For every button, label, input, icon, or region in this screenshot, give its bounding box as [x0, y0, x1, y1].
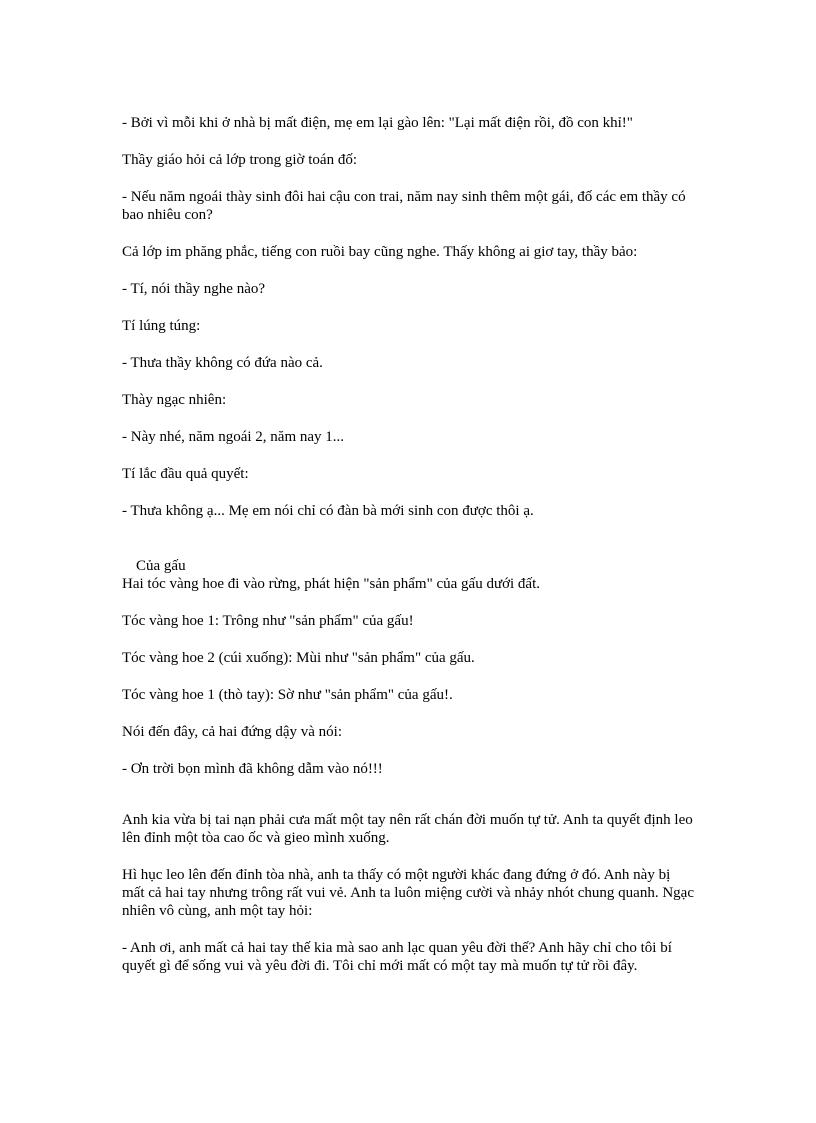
paragraph: Thầy giáo hỏi cả lớp trong giờ toán đố:	[122, 152, 357, 168]
document-body	[122, 114, 694, 994]
paragraph: - Thưa thầy không có đứa nào cả.	[122, 355, 323, 371]
paragraph: Nói đến đây, cả hai đứng dậy và nói:	[122, 724, 343, 740]
paragraph: Tí lắc đầu quả quyết:	[122, 466, 249, 482]
paragraph: Thày ngạc nhiên:	[122, 392, 227, 408]
paragraph: Tí lúng túng:	[122, 318, 201, 334]
section-spacer	[122, 797, 694, 811]
paragraph: Anh kia vừa bị tai nạn phải cưa mất một tay nên rất chán đời muốn tự tử. Anh ta quyết định leo lên đỉnh một tòa cao ốc và gieo mình xuống.	[122, 812, 693, 846]
paragraph: Tóc vàng hoe 1 (thò tay): Sờ như "sản phẩm" của gấu!.	[122, 687, 453, 703]
paragraph: Cả lớp im phăng phắc, tiếng con ruồi bay cũng nghe. Thấy không ai giơ tay, thầy bảo:	[122, 244, 638, 260]
paragraph: Hai tóc vàng hoe đi vào rừng, phát hiện "sản phẩm" của gấu dưới đất.	[122, 576, 540, 592]
paragraph: - Tí, nói thầy nghe nào?	[122, 281, 266, 297]
paragraph: - Thưa không ạ... Mẹ em nói chỉ có đàn bà mới sinh con được thôi ạ.	[122, 503, 534, 519]
section-spacer	[122, 539, 694, 557]
paragraph: - Nếu năm ngoái thày sinh đôi hai cậu con trai, năm nay sinh thêm một gái, đố các em thầy có bao nhiêu con?	[122, 189, 686, 223]
paragraph: - Anh ơi, anh mất cả hai tay thế kia mà sao anh lạc quan yêu đời thế? Anh hãy chỉ cho tôi bí quyết gì để sống vui và yêu đời đi. Tôi chỉ mới mất có một tay mà muốn tự tử rồi đây.	[122, 940, 672, 974]
paragraph: - Bởi vì mỗi khi ở nhà bị mất điện, mẹ em lại gào lên: "Lại mất điện rồi, đồ con khỉ!"	[122, 115, 633, 131]
paragraph: - Này nhé, năm ngoái 2, năm nay 1...	[122, 429, 345, 445]
paragraph: Hì hục leo lên đến đỉnh tòa nhà, anh ta thấy có một người khác đang đứng ở đó. Anh này bị mất cả hai tay nhưng trông rất vui vẻ. Anh ta luôn miệng cười và nhảy nhót chung quanh. Ngạc nhiên vô cùng, anh một tay hỏi:	[122, 867, 694, 919]
paragraph: Tóc vàng hoe 2 (cúi xuống): Mùi như "sản phẩm" của gấu.	[122, 650, 475, 666]
story-title: Của gấu	[136, 558, 186, 574]
paragraph: - Ơn trời bọn mình đã không dẫm vào nó!!!	[122, 761, 383, 777]
paragraph: Tóc vàng hoe 1: Trông như "sản phẩm" của gấu!	[122, 613, 414, 629]
